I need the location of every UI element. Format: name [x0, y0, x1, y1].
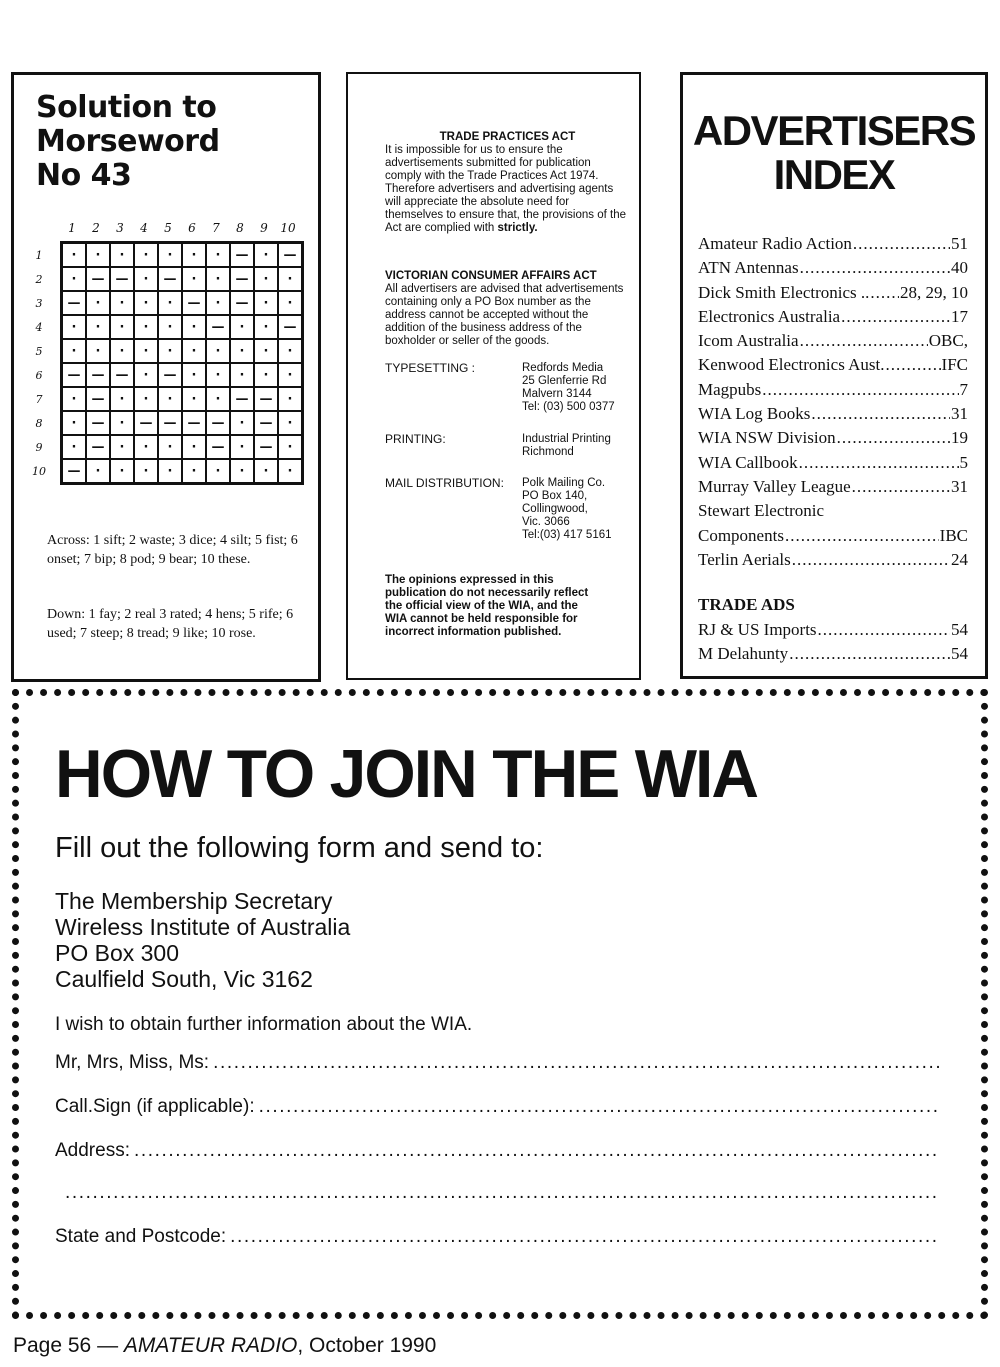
name-field[interactable] — [55, 1052, 939, 1074]
join-form-panel — [12, 689, 988, 1319]
grid-cell: · — [62, 267, 86, 291]
advertiser-name: Kenwood Electronics Aust. — [698, 355, 885, 375]
column-number: 4 — [140, 221, 148, 235]
advertiser-entry — [698, 644, 968, 668]
advertisers-index-panel — [680, 72, 988, 679]
column-number: 9 — [260, 221, 268, 235]
grid-cell: · — [134, 459, 158, 483]
leader-dots — [792, 550, 950, 570]
consumer-affairs-body: All advertisers are advised that advertisements containing only a PO Box number as the address cannot be accepted without the addition of the business address of the boxholder or seller of the goods. — [385, 283, 624, 347]
grid-cell: · — [158, 315, 182, 339]
printing-line: Industrial Printing — [522, 433, 611, 445]
grid-cell: · — [158, 339, 182, 363]
grid-cell: · — [254, 339, 278, 363]
advertiser-name: ATN Antennas — [698, 258, 799, 278]
grid-cell: · — [278, 411, 302, 435]
grid-cell: · — [134, 387, 158, 411]
advertiser-entry — [698, 501, 968, 525]
grid-cell: · — [278, 363, 302, 387]
advertiser-entry — [698, 477, 968, 501]
grid-cell: — — [86, 363, 110, 387]
state-postcode-field[interactable] — [55, 1226, 939, 1248]
trade-ads-list — [698, 620, 968, 669]
leader-dots — [799, 453, 959, 473]
trade-practices-strictly: strictly. — [497, 222, 538, 234]
advertiser-page: 28, 29, 10 — [900, 282, 968, 302]
grid-cell: · — [254, 291, 278, 315]
grid-cell: — — [206, 435, 230, 459]
advertiser-name: WIA Log Books — [698, 404, 811, 424]
grid-cell: · — [182, 459, 206, 483]
grid-cell: · — [278, 435, 302, 459]
advertiser-entry — [698, 453, 968, 477]
name-field-label: Mr, Mrs, Miss, Ms: — [55, 1052, 210, 1073]
mail-distribution-details — [522, 477, 612, 542]
advertisers-title-line-1: ADVERTISERS — [692, 107, 976, 154]
leader-dots — [853, 234, 950, 254]
grid-cell: · — [182, 315, 206, 339]
morseword-title-line-2: Morseword — [36, 124, 220, 159]
grid-cell: · — [278, 387, 302, 411]
grid-cell: · — [110, 411, 134, 435]
consumer-affairs-notice — [385, 270, 630, 348]
grid-cell: · — [158, 459, 182, 483]
address-fill-line[interactable] — [134, 1140, 939, 1162]
grid-cell: · — [134, 291, 158, 315]
leader-dots — [789, 644, 950, 664]
column-number: 7 — [212, 221, 220, 235]
grid-cell: — — [110, 363, 134, 387]
row-number: 7 — [35, 393, 43, 406]
grid-cell: · — [254, 267, 278, 291]
grid-cell: · — [230, 435, 254, 459]
column-number: 8 — [236, 221, 244, 235]
advertiser-entry — [698, 283, 968, 307]
grid-cell: · — [278, 267, 302, 291]
advertiser-name: RJ & US Imports — [698, 620, 817, 639]
address-line: The Membership Secretary — [55, 888, 333, 914]
morseword-title-line-3: No 43 — [36, 158, 132, 193]
column-number: 1 — [68, 221, 76, 235]
advertiser-page: 40 — [951, 258, 968, 278]
grid-cell: · — [206, 363, 230, 387]
advertiser-page: 31 — [951, 404, 968, 424]
grid-cell: · — [182, 243, 206, 267]
mail-line: PO Box 140, — [522, 490, 588, 502]
advertiser-entry — [698, 404, 968, 428]
grid-cell: · — [110, 243, 134, 267]
grid-cell: · — [158, 291, 182, 315]
advertiser-entry — [698, 620, 968, 644]
legal-notices-panel — [346, 72, 641, 680]
address-field[interactable] — [55, 1140, 939, 1162]
address-line: Wireless Institute of Australia — [55, 914, 351, 940]
membership-address — [55, 888, 350, 992]
advertiser-page: 5 — [959, 452, 968, 472]
address-line: Caulfield South, Vic 3162 — [55, 966, 313, 992]
advertiser-entry — [698, 550, 968, 574]
mail-line: Polk Mailing Co. — [522, 477, 606, 489]
row-number: 1 — [35, 249, 43, 262]
grid-cell: · — [230, 459, 254, 483]
grid-cell: · — [206, 291, 230, 315]
advertiser-name: Components — [698, 525, 784, 545]
grid-cell: · — [230, 339, 254, 363]
grid-cell: — — [182, 411, 206, 435]
grid-cell: · — [86, 459, 110, 483]
advertiser-name: Stewart Electronic — [698, 501, 825, 521]
disclaimer: The opinions expressed in this publication do not necessarily reflect the official view of the WIA, and the WIA cannot be held responsible for incorrect information published. — [385, 574, 589, 638]
leader-dots — [811, 404, 950, 424]
grid-cell: · — [254, 459, 278, 483]
advertiser-page: IBC — [939, 525, 968, 545]
advertiser-entry — [698, 428, 968, 452]
advertiser-page: 51 — [951, 234, 968, 253]
row-number: 6 — [35, 369, 43, 382]
row-number: 9 — [35, 441, 43, 454]
trade-practices-notice — [385, 131, 630, 235]
grid-cell: · — [206, 243, 230, 267]
grid-cell: · — [134, 363, 158, 387]
grid-cell: · — [278, 339, 302, 363]
grid-cell: · — [86, 291, 110, 315]
grid-cell: — — [278, 243, 302, 267]
grid-cell: · — [254, 243, 278, 267]
trade-ads-heading: TRADE ADS — [698, 595, 795, 614]
row-number: 8 — [35, 417, 43, 430]
advertiser-name: Icom Australia — [698, 331, 799, 351]
footer-date: , October 1990 — [297, 1334, 437, 1357]
join-title: HOW TO JOIN THE WIA — [55, 736, 758, 812]
advertiser-name: WIA NSW Division — [698, 428, 836, 448]
down-clues: Down: 1 fay; 2 real 3 rated; 4 hens; 5 rife; 6 used; 7 steep; 8 tread; 9 like; 10 rose. — [47, 607, 294, 641]
callsign-field-label: Call.Sign (if applicable): — [55, 1096, 255, 1117]
grid-cell: · — [182, 435, 206, 459]
advertiser-entry — [698, 526, 968, 550]
information-request: I wish to obtain further information about the WIA. — [55, 1014, 473, 1035]
grid-cell: · — [134, 267, 158, 291]
grid-cell: — — [254, 387, 278, 411]
grid-cell: · — [206, 339, 230, 363]
address-line: PO Box 300 — [55, 940, 180, 966]
advertiser-name: Dick Smith Electronics .. — [698, 282, 870, 302]
advertiser-page: 24 — [951, 549, 968, 569]
grid-cell: — — [158, 267, 182, 291]
address-fill-line-2[interactable] — [65, 1182, 939, 1204]
grid-cell: · — [206, 267, 230, 291]
advertiser-name: Amateur Radio Action — [698, 234, 852, 253]
row-number: 5 — [35, 345, 43, 358]
typesetting-line: Tel: (03) 500 0377 — [522, 401, 615, 413]
grid-cell: · — [86, 315, 110, 339]
advertiser-page: 19 — [951, 428, 968, 448]
leader-dots — [852, 477, 950, 497]
state-postcode-label: State and Postcode: — [55, 1226, 227, 1247]
grid-cell: · — [110, 387, 134, 411]
column-number: 10 — [280, 221, 296, 235]
footer-page: Page 56 — — [13, 1334, 124, 1357]
row-number: 2 — [35, 273, 43, 286]
grid-cell: — — [62, 291, 86, 315]
callsign-fill-line[interactable] — [259, 1096, 939, 1118]
grid-cell: — — [230, 291, 254, 315]
leader-dots — [841, 307, 950, 327]
address-field-line-2[interactable] — [65, 1182, 939, 1204]
grid-cell: · — [110, 435, 134, 459]
column-number: 6 — [188, 221, 196, 235]
advertiser-name: Murray Valley League — [698, 476, 851, 496]
grid-cell: — — [134, 411, 158, 435]
page-footer — [13, 1334, 436, 1358]
grid-cell: · — [134, 435, 158, 459]
grid-cell: — — [86, 411, 110, 435]
printing-line: Richmond — [522, 446, 574, 458]
grid-cell: · — [62, 243, 86, 267]
morseword-solution-panel — [11, 72, 321, 682]
grid-cell: — — [230, 243, 254, 267]
advertisers-title-line-2: INDEX — [773, 151, 895, 198]
grid-cell: · — [110, 291, 134, 315]
grid-cell: · — [110, 339, 134, 363]
row-number: 3 — [35, 297, 43, 310]
callsign-field[interactable] — [55, 1096, 939, 1118]
advertiser-page: 54 — [951, 644, 968, 664]
advertiser-page: IFC — [941, 355, 968, 375]
mail-line: Collingwood, — [522, 503, 588, 515]
grid-cell: · — [254, 315, 278, 339]
typesetting-label: TYPESETTING : — [385, 361, 476, 375]
grid-cell: · — [230, 411, 254, 435]
grid-cell: · — [110, 459, 134, 483]
grid-cell: · — [62, 339, 86, 363]
advertisers-list — [698, 234, 968, 574]
morseword-grid — [60, 241, 304, 485]
advertiser-name: Terlin Aerials — [698, 549, 791, 569]
advertiser-page: 54 — [951, 620, 968, 639]
trade-practices-heading: TRADE PRACTICES ACT — [439, 131, 576, 143]
column-number: 3 — [116, 221, 124, 235]
mail-line: Tel:(03) 417 5161 — [522, 529, 612, 541]
grid-cell: — — [230, 387, 254, 411]
advertiser-page: 17 — [951, 306, 968, 326]
advertiser-name: M Delahunty — [698, 644, 789, 664]
advertiser-page: 31 — [951, 476, 968, 496]
grid-cell: · — [182, 339, 206, 363]
leader-dots — [886, 355, 941, 375]
grid-cell: — — [158, 363, 182, 387]
grid-cell: — — [86, 435, 110, 459]
grid-cell: · — [134, 315, 158, 339]
grid-cell: · — [182, 363, 206, 387]
grid-cell: — — [230, 267, 254, 291]
grid-cell: · — [206, 387, 230, 411]
advertiser-entry — [698, 380, 968, 404]
mail-distribution-label: MAIL DISTRIBUTION: — [385, 476, 504, 490]
consumer-affairs-heading: VICTORIAN CONSUMER AFFAIRS ACT — [385, 270, 597, 282]
advertiser-entry — [698, 355, 968, 379]
grid-cell: · — [86, 339, 110, 363]
leader-dots — [870, 283, 899, 303]
grid-cell: · — [230, 363, 254, 387]
grid-cell: · — [158, 435, 182, 459]
grid-cell: — — [110, 267, 134, 291]
grid-cell: · — [182, 387, 206, 411]
morseword-title — [36, 91, 220, 193]
grid-cell: — — [254, 435, 278, 459]
grid-cell: · — [254, 363, 278, 387]
grid-cell: — — [278, 315, 302, 339]
grid-cell: — — [62, 363, 86, 387]
typesetting-line: Redfords Media — [522, 362, 604, 374]
leader-dots — [818, 620, 950, 640]
grid-cell: — — [158, 411, 182, 435]
grid-cell: — — [86, 267, 110, 291]
typesetting-line: Malvern 3144 — [522, 388, 592, 400]
advertiser-entry — [698, 307, 968, 331]
grid-cell: · — [134, 243, 158, 267]
name-fill-line[interactable] — [213, 1052, 939, 1074]
typesetting-details — [522, 362, 615, 414]
printing-details — [522, 433, 611, 459]
advertiser-page: 7 — [959, 379, 968, 399]
grid-cell: — — [206, 411, 230, 435]
advertiser-entry — [698, 234, 968, 258]
leader-dots — [837, 428, 950, 448]
advertiser-page: OBC, — [928, 331, 968, 351]
across-clues: Across: 1 sift; 2 waste; 3 dice; 4 silt; 5 fist; 6 onset; 7 bip; 8 pod; 9 bear; 10 these. — [47, 533, 298, 567]
printing-label: PRINTING: — [385, 432, 446, 446]
mail-line: Vic. 3066 — [522, 516, 570, 528]
advertisers-index-title — [683, 109, 985, 197]
column-number: 2 — [92, 221, 100, 235]
grid-cell: · — [206, 459, 230, 483]
grid-cell: · — [110, 315, 134, 339]
state-postcode-fill-line[interactable] — [230, 1226, 939, 1248]
advertiser-entry — [698, 331, 968, 355]
grid-cell: · — [62, 435, 86, 459]
grid-cell: · — [278, 459, 302, 483]
advertiser-name: Magpubs — [698, 379, 762, 399]
grid-cell: · — [182, 267, 206, 291]
grid-cell: · — [62, 387, 86, 411]
row-number: 4 — [35, 321, 43, 334]
leader-dots — [800, 331, 928, 351]
grid-cell: · — [62, 315, 86, 339]
advertiser-name: Electronics Australia — [698, 306, 841, 326]
column-number: 5 — [164, 221, 172, 235]
grid-cell: · — [134, 339, 158, 363]
leader-dots — [800, 258, 950, 278]
grid-cell: · — [158, 243, 182, 267]
morseword-title-line-1: Solution to — [36, 90, 217, 125]
footer-magazine: AMATEUR RADIO — [123, 1334, 298, 1357]
grid-cell: — — [62, 459, 86, 483]
typesetting-line: 25 Glenferrie Rd — [522, 375, 607, 387]
address-field-label: Address: — [55, 1140, 130, 1161]
grid-cell: — — [86, 387, 110, 411]
grid-cell: — — [206, 315, 230, 339]
row-number: 10 — [32, 465, 46, 478]
grid-cell: · — [62, 411, 86, 435]
leader-dots — [762, 380, 958, 400]
grid-cell: — — [182, 291, 206, 315]
trade-practices-body: It is impossible for us to ensure the advertisements submitted for publication comply with the Trade Practices Act 1974. Therefore advertisers and advertising agents will appreciate the absolute need for themselves to ensure that, the provisions of the Act are complied with — [385, 144, 626, 234]
advertiser-entry — [698, 258, 968, 282]
grid-cell: · — [230, 315, 254, 339]
leader-dots — [785, 526, 939, 546]
grid-cell: — — [254, 411, 278, 435]
join-subtitle: Fill out the following form and send to: — [55, 832, 544, 864]
grid-cell: · — [158, 387, 182, 411]
advertiser-name: WIA Callbook — [698, 452, 798, 472]
grid-cell: · — [86, 243, 110, 267]
grid-cell: · — [278, 291, 302, 315]
